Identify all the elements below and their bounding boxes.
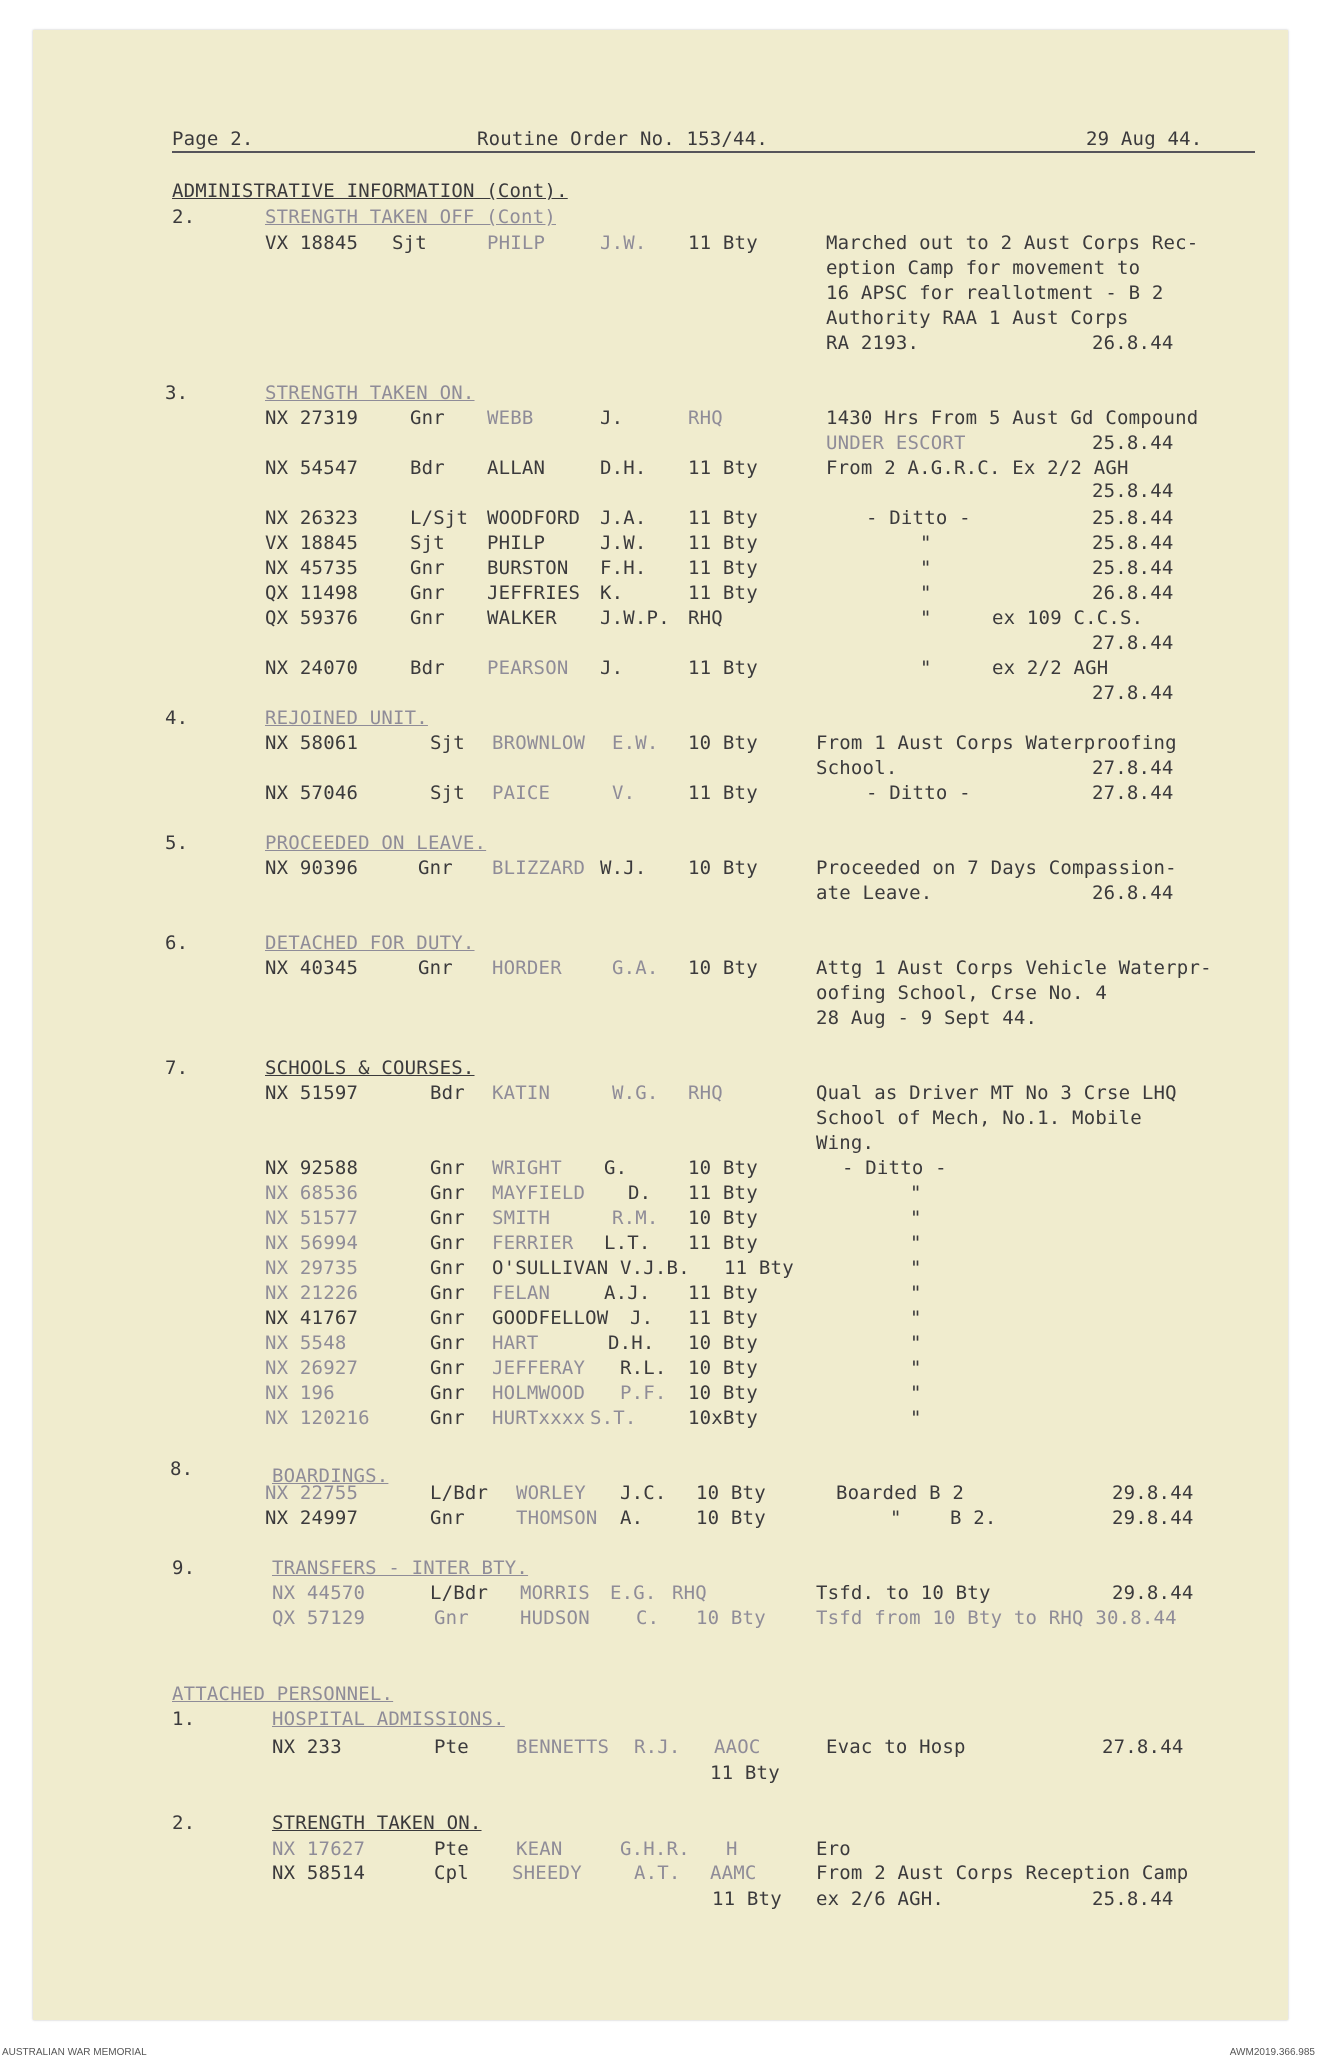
remark-date: 25.8.44: [1092, 480, 1174, 502]
unit: 10 Bty: [688, 1332, 758, 1354]
rank: Gnr: [430, 1207, 465, 1229]
surname: HUDSON: [520, 1607, 590, 1629]
surname: PHILP: [487, 532, 546, 554]
ditto-mark: ": [910, 1257, 922, 1279]
rank: L/Bdr: [430, 1582, 489, 1604]
item-number: 8.: [170, 1458, 194, 1480]
header-rule: [172, 151, 1255, 153]
service-number: NX 24997: [265, 1507, 359, 1529]
order-title: Routine Order No. 153/44.: [477, 128, 768, 150]
remark: Evac to Hosp: [826, 1736, 966, 1758]
remark-date: 25.8.44: [1092, 432, 1174, 454]
ditto-mark: ": [920, 657, 932, 679]
remark-date: 27.8.44: [1102, 1736, 1184, 1758]
ditto-mark: ": [910, 1382, 922, 1404]
surname: WALKER: [487, 607, 557, 629]
surname: PEARSON: [487, 657, 569, 679]
surname: O'SULLIVAN: [492, 1257, 609, 1279]
rank: Gnr: [410, 407, 445, 429]
surname: PAICE: [492, 782, 551, 804]
item-number: 7.: [165, 1057, 189, 1079]
remark: - Ditto -: [866, 507, 971, 529]
surname: ALLAN: [487, 457, 546, 479]
ditto-mark: ": [920, 532, 932, 554]
remark-date: 26.8.44: [1092, 882, 1174, 904]
surname: JEFFRIES: [487, 582, 581, 604]
ditto-mark: ": [910, 1232, 922, 1254]
item-heading: STRENGTH TAKEN ON.: [272, 1812, 482, 1834]
remark: Wing.: [816, 1132, 875, 1154]
service-number: NX 27319: [265, 407, 359, 429]
surname: BENNETTS: [516, 1736, 610, 1758]
ditto-mark: ": [910, 1207, 922, 1229]
remark: RA 2193.: [826, 332, 920, 354]
initials: E.W.: [612, 732, 659, 754]
service-number: NX 57046: [265, 782, 359, 804]
service-number: NX 24070: [265, 657, 359, 679]
item-number: 1.: [172, 1708, 196, 1730]
initials: J.: [600, 407, 624, 429]
initials: J.W.: [600, 232, 647, 254]
initials: J.: [630, 1307, 654, 1329]
service-number: QX 59376: [265, 607, 359, 629]
remark: Boarded B 2: [836, 1482, 965, 1504]
surname: PHILP: [487, 232, 546, 254]
item-number: 2.: [172, 206, 196, 228]
service-number: NX 5548: [265, 1332, 347, 1354]
service-number: NX 17627: [272, 1838, 366, 1860]
ditto-mark: ": [920, 557, 932, 579]
remark: School.: [816, 757, 898, 779]
remark: 1430 Hrs From 5 Aust Gd Compound: [826, 407, 1199, 429]
service-number: NX 51597: [265, 1082, 359, 1104]
item-heading: DETACHED FOR DUTY.: [265, 932, 475, 954]
unit: 10 Bty: [696, 1507, 766, 1529]
surname: HOLMWOOD: [492, 1382, 586, 1404]
remark-date: 27.8.44: [1092, 782, 1174, 804]
item-heading: HOSPITAL ADMISSIONS.: [272, 1708, 505, 1730]
remark-date: 25.8.44: [1092, 532, 1174, 554]
initials: A.: [620, 1507, 644, 1529]
remark: - Ditto -: [842, 1157, 947, 1179]
rank: Gnr: [430, 1157, 465, 1179]
surname: BLIZZARD: [492, 857, 586, 879]
remark: ex 2/6 AGH.: [816, 1888, 945, 1910]
footer-accession-number: AWM2019.366.985: [1229, 2047, 1315, 2058]
rank: Bdr: [410, 457, 445, 479]
unit: 11 Bty: [688, 782, 758, 804]
rank: Gnr: [430, 1307, 465, 1329]
remark: Marched out to 2 Aust Corps Rec-: [826, 232, 1199, 254]
initials: A.T.: [634, 1862, 681, 1884]
remark-date: 29.8.44: [1112, 1507, 1194, 1529]
initials: S.T.: [590, 1407, 637, 1429]
remark-date: 27.8.44: [1092, 682, 1174, 704]
initials: R.M.: [612, 1207, 659, 1229]
initials: L.T.: [604, 1232, 651, 1254]
remark: From 2 A.G.R.C. Ex 2/2 AGH: [826, 457, 1129, 479]
rank: Gnr: [430, 1357, 465, 1379]
unit: 10 Bty: [688, 1207, 758, 1229]
initials: E.G.: [610, 1582, 657, 1604]
initials: J.C.: [620, 1482, 667, 1504]
rank: Gnr: [434, 1607, 469, 1629]
remark: 11 Bty: [710, 1762, 780, 1784]
service-number: NX 54547: [265, 457, 359, 479]
initials: G.A.: [612, 957, 659, 979]
initials: G.: [604, 1157, 628, 1179]
surname: JEFFERAY: [492, 1357, 586, 1379]
item-number: 3.: [165, 382, 189, 404]
remark: 16 APSC for reallotment - B 2: [826, 282, 1164, 304]
unit: 10xBty: [688, 1407, 758, 1429]
surname: HURTxxxx: [492, 1407, 586, 1429]
remark: Attg 1 Aust Corps Vehicle Waterpr-: [816, 957, 1212, 979]
initials: J.A.: [600, 507, 647, 529]
surname: FERRIER: [492, 1232, 574, 1254]
unit: 11 Bty: [688, 1282, 758, 1304]
ditto-mark: ": [910, 1357, 922, 1379]
ditto-mark: ": [920, 582, 932, 604]
service-number: NX 26323: [265, 507, 359, 529]
rank: Gnr: [430, 1232, 465, 1254]
unit: 10 Bty: [688, 1157, 758, 1179]
rank: Gnr: [430, 1257, 465, 1279]
service-number: NX 196: [265, 1382, 335, 1404]
surname: WOODFORD: [487, 507, 581, 529]
unit: H: [726, 1838, 738, 1860]
rank: Pte: [434, 1838, 469, 1860]
rank: Sjt: [430, 732, 465, 754]
unit: RHQ: [688, 407, 723, 429]
unit: 11 Bty: [724, 1257, 794, 1279]
initials: A.J.: [604, 1282, 651, 1304]
page-number: Page 2.: [172, 128, 254, 150]
initials: P.F.: [620, 1382, 667, 1404]
service-number: NX 40345: [265, 957, 359, 979]
initials: K.: [600, 582, 624, 604]
remark: oofing School, Crse No. 4: [816, 982, 1107, 1004]
remark: B 2.: [950, 1507, 997, 1529]
service-number: NX 44570: [272, 1582, 366, 1604]
unit: 11 Bty: [688, 582, 758, 604]
unit: AAOC: [714, 1736, 761, 1758]
service-number: NX 90396: [265, 857, 359, 879]
service-number: NX 58514: [272, 1862, 366, 1884]
service-number: QX 57129: [272, 1607, 366, 1629]
remark: From 1 Aust Corps Waterproofing: [816, 732, 1177, 754]
remark-date: 29.8.44: [1112, 1482, 1194, 1504]
rank: Gnr: [430, 1407, 465, 1429]
service-number: VX 18845: [265, 532, 359, 554]
remark-date: 26.8.44: [1092, 332, 1174, 354]
unit: 11 Bty: [688, 657, 758, 679]
initials: W.G.: [612, 1082, 659, 1104]
item-heading: BOARDINGS.: [272, 1465, 389, 1487]
section-heading: ADMINISTRATIVE INFORMATION (Cont).: [172, 180, 568, 202]
remark: Tsfd. to 10 Bty: [816, 1582, 991, 1604]
item-number: 2.: [172, 1812, 196, 1834]
unit: 11 Bty: [688, 532, 758, 554]
remark: eption Camp for movement to: [826, 257, 1141, 279]
unit: 10 Bty: [688, 857, 758, 879]
rank: Gnr: [410, 557, 445, 579]
initials: D.: [628, 1182, 652, 1204]
rank: Gnr: [410, 582, 445, 604]
ditto-mark: ": [890, 1507, 902, 1529]
unit: 11 Bty: [688, 232, 758, 254]
rank: Sjt: [392, 232, 427, 254]
surname: WRIGHT: [492, 1157, 562, 1179]
footer-institution: AUSTRALIAN WAR MEMORIAL: [2, 2047, 147, 2058]
surname: KATIN: [492, 1082, 551, 1104]
rank: Pte: [434, 1736, 469, 1758]
rank: Gnr: [430, 1282, 465, 1304]
order-date: 29 Aug 44.: [1086, 128, 1203, 150]
section-heading: ATTACHED PERSONNEL.: [172, 1683, 394, 1705]
ditto-mark: ": [910, 1182, 922, 1204]
ditto-mark: ": [920, 607, 932, 629]
service-number: NX 29735: [265, 1257, 359, 1279]
remark: Qual as Driver MT No 3 Crse LHQ: [816, 1082, 1177, 1104]
remark-date: 25.8.44: [1092, 507, 1174, 529]
unit: 11 Bty: [688, 1182, 758, 1204]
initials: V.J.B.: [620, 1257, 690, 1279]
surname: MAYFIELD: [492, 1182, 586, 1204]
rank: Sjt: [430, 782, 465, 804]
unit: 10 Bty: [688, 1382, 758, 1404]
item-number: 9.: [172, 1557, 196, 1579]
unit: AAMC: [710, 1862, 757, 1884]
service-number: NX 51577: [265, 1207, 359, 1229]
remark-date: 25.8.44: [1092, 557, 1174, 579]
remark-date: 27.8.44: [1092, 632, 1174, 654]
archive-footer: [0, 2045, 1319, 2061]
remark: Ero: [816, 1838, 851, 1860]
initials: C.: [636, 1607, 660, 1629]
service-number: NX 92588: [265, 1157, 359, 1179]
initials: W.J.: [600, 857, 647, 879]
surname: SMITH: [492, 1207, 551, 1229]
service-number: NX 26927: [265, 1357, 359, 1379]
surname: BURSTON: [487, 557, 569, 579]
item-heading: STRENGTH TAKEN OFF (Cont): [265, 206, 556, 228]
service-number: NX 68536: [265, 1182, 359, 1204]
remark: ate Leave.: [816, 882, 933, 904]
service-number: VX 18845: [265, 232, 359, 254]
service-number: NX 41767: [265, 1307, 359, 1329]
unit: 11 Bty: [688, 1307, 758, 1329]
unit: 10 Bty: [696, 1607, 766, 1629]
rank: Gnr: [418, 957, 453, 979]
initials: R.L.: [620, 1357, 667, 1379]
ditto-mark: ": [910, 1307, 922, 1329]
surname: HORDER: [492, 957, 562, 979]
unit: RHQ: [688, 1082, 723, 1104]
rank: L/Sjt: [410, 507, 469, 529]
item-number: 5.: [165, 832, 189, 854]
unit: 10 Bty: [696, 1482, 766, 1504]
rank: Gnr: [418, 857, 453, 879]
initials: D.H.: [600, 457, 647, 479]
initials: F.H.: [600, 557, 647, 579]
item-heading: REJOINED UNIT.: [265, 707, 428, 729]
remark: 11 Bty: [712, 1888, 782, 1910]
service-number: NX 45735: [265, 557, 359, 579]
surname: FELAN: [492, 1282, 551, 1304]
item-number: 6.: [165, 932, 189, 954]
rank: Gnr: [430, 1332, 465, 1354]
unit: 11 Bty: [688, 557, 758, 579]
item-heading: SCHOOLS & COURSES.: [265, 1057, 475, 1079]
service-number: NX 56994: [265, 1232, 359, 1254]
surname: MORRIS: [520, 1582, 590, 1604]
surname: BROWNLOW: [492, 732, 586, 754]
remark: School of Mech, No.1. Mobile: [816, 1107, 1142, 1129]
unit: RHQ: [672, 1582, 707, 1604]
initials: J.W.P.: [600, 607, 670, 629]
unit: RHQ: [688, 607, 723, 629]
rank: Gnr: [430, 1507, 465, 1529]
service-number: QX 11498: [265, 582, 359, 604]
unit: 11 Bty: [688, 1232, 758, 1254]
rank: Gnr: [410, 607, 445, 629]
initials: D.H.: [608, 1332, 655, 1354]
unit: 10 Bty: [688, 1357, 758, 1379]
remark: From 2 Aust Corps Reception Camp: [816, 1862, 1189, 1884]
initials: J.: [600, 657, 624, 679]
remark-date: 27.8.44: [1092, 757, 1174, 779]
remark: ex 109 C.C.S.: [992, 607, 1144, 629]
remark: ex 2/2 AGH: [992, 657, 1109, 679]
surname: GOODFELLOW: [492, 1307, 609, 1329]
remark: 28 Aug - 9 Sept 44.: [816, 1007, 1038, 1029]
ditto-mark: ": [910, 1332, 922, 1354]
remark-date: 26.8.44: [1092, 582, 1174, 604]
surname: HART: [492, 1332, 539, 1354]
remark-date: 29.8.44: [1112, 1582, 1194, 1604]
unit: 11 Bty: [688, 457, 758, 479]
item-heading: STRENGTH TAKEN ON.: [265, 382, 475, 404]
item-number: 4.: [165, 707, 189, 729]
initials: J.W.: [600, 532, 647, 554]
surname: WORLEY: [516, 1482, 586, 1504]
ditto-mark: ": [910, 1282, 922, 1304]
initials: G.H.R.: [620, 1838, 690, 1860]
remark-date: 25.8.44: [1092, 1888, 1174, 1910]
surname: SHEEDY: [512, 1862, 582, 1884]
rank: Sjt: [410, 532, 445, 554]
rank: Bdr: [430, 1082, 465, 1104]
unit: 10 Bty: [688, 957, 758, 979]
service-number: NX 22755: [265, 1482, 359, 1504]
item-heading: PROCEEDED ON LEAVE.: [265, 832, 487, 854]
service-number: NX 233: [272, 1736, 342, 1758]
unit: 11 Bty: [688, 507, 758, 529]
rank: Bdr: [410, 657, 445, 679]
remark: Tsfd from 10 Bty to RHQ 30.8.44: [816, 1607, 1177, 1629]
ditto-mark: ": [910, 1407, 922, 1429]
surname: KEAN: [516, 1838, 563, 1860]
surname: THOMSON: [516, 1507, 598, 1529]
rank: Cpl: [434, 1862, 469, 1884]
service-number: NX 58061: [265, 732, 359, 754]
service-number: NX 120216: [265, 1407, 370, 1429]
rank: L/Bdr: [430, 1482, 489, 1504]
rank: Gnr: [430, 1182, 465, 1204]
remark: Authority RAA 1 Aust Corps: [826, 307, 1129, 329]
initials: R.J.: [634, 1736, 681, 1758]
rank: Gnr: [430, 1382, 465, 1404]
initials: V.: [612, 782, 636, 804]
unit: 10 Bty: [688, 732, 758, 754]
remark: Proceeded on 7 Days Compassion-: [816, 857, 1177, 879]
remark: - Ditto -: [866, 782, 971, 804]
item-heading: TRANSFERS - INTER BTY.: [272, 1557, 529, 1579]
remark: UNDER ESCORT: [826, 432, 966, 454]
service-number: NX 21226: [265, 1282, 359, 1304]
surname: WEBB: [487, 407, 534, 429]
